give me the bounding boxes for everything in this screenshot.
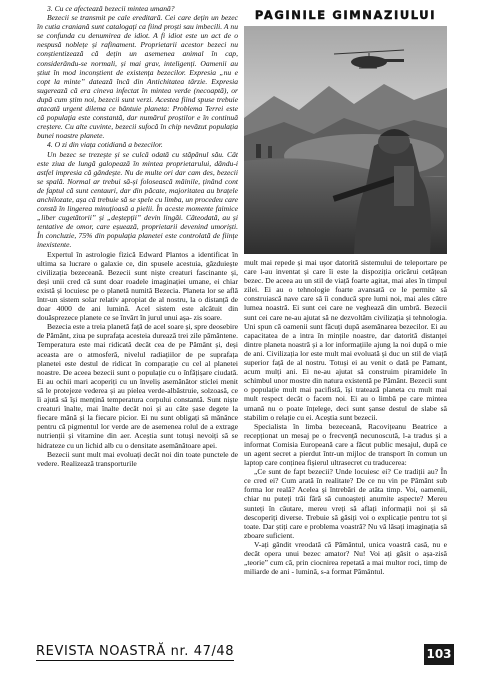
right-text-column — [244, 258, 447, 638]
paragraph: „Ce sunt de fapt bezecii? Unde locuiesc ei? Ce tradiții au? În ce cred ei? Cum arată în realitate? De ce nu vin pe Pământ sub forma lor reală? Acelea și întrebări de atâta timp. Voi, oamenii, chiar nu puteți trăi fără să cunoașteți anumite aspecte? Mereu sunteți în căutare, mereu vreți să aflați informații noi și să descoperiți diverse. Trebuie să găsiți voi o explicație pentru tot și toate. Dar știți care e problema voastră? Nu vă lăsați imaginația să zboare suficient. — [244, 467, 447, 540]
paragraph: Specialista în limba bezeceană, Racovițeanu Beatrice a recepționat un mesaj pe o frecvență necunoscută, l-a tradus și a informat Comisia Europeană care a făcut public mesajul, după ce un agent secret a pierdut într-un mijloc de transport în comun un laptop care conținea fișierul ultrasecret cu traducerea: — [244, 421, 447, 468]
section-heading-3: 3. Cu ce afectează bezecii mintea umană? — [47, 4, 175, 13]
page-number: 103 — [424, 644, 454, 665]
paragraph: mult mai repede și mai ușor datorită sistemului de teleportare pe care l-au inventat și care îi este la dispoziția oricărui cetățean bezec. De aceea au un stil de viață foarte agitat, mai ales în timpul zilei. Ei au o tehnologie foarte avansată ce le permite să construiască nave care să îi conducă spre lumi noi, mai ales către lumea noastră. Ei sunt cei care ne veghează din umbră. Bezecii sunt cei care ne-au ajutat să ne dezvoltăm civilizația și tehnologia. Uni spun că oamenii sunt făcuți după asemănarea bezecilor. Ei au capacitatea de a intra în mințile noastre, dar datorită distanței dintre planeta noastră și a lor informațiile ajung la noi după o mie de ani. Civilizația lor este mult mai evoluată și duc un stil de viață superior față de al nostru. Totuși ei au venit o dată pe Pamant, acum mulți ani. Ei ne-au ajutat să construim piramidele în schimbul unor mostre din natura existentă pe Pământ. Bezecii sunt o populație mult mai pacifistă, își tratează planeta cu mult mai mult respect decât o facem noi. Ei au o limbă pe care mintea umană nu o poate înțelege, deci sunt șanse destul de slabe să stabilim o relație cu ei. Aceștia sunt bezecii. — [244, 258, 447, 422]
left-text-column — [37, 4, 238, 639]
section-heading-4: 4. O zi din viața cotidiană a bezecilor. — [47, 140, 163, 150]
soldier-helicopter-photo — [244, 26, 447, 254]
photo-illustration — [244, 26, 447, 254]
paragraph: Bezecii sunt mult mai evoluați decât noi din toate punctele de vedere. Realizează transporturile — [37, 449, 238, 468]
page-footer — [32, 644, 450, 666]
paragraph: Expertul în astrologie fizică Edward Plantos a identificat în ultima sa lucrare o galaxie ce, din spusele acestuia, găzduiește civilizația bezeceană. Bezecii sunt niște creaturi fascinante și, deși unii cred că sunt doar roadele imaginației umane, ei chiar există și locuiesc pe o planetă numită Bezecia. Planeta lor se află într-un sistem solar relativ apropiat de al nostru, la o distanță de doar 4000 de ani lumină. Acel sistem este alcătuit din douăsprezece planete ce se învârt în jurul unui așa- zis soare. — [37, 249, 238, 323]
paragraph: Bezecia este a treia planetă față de acel soare și, spre deosebire de Pământ, ziua pe suprafața acesteia durează trei zile pământene. Temperatura este mai ridicată decât cea de pe Pământ și, deși aceasta are o atmosferă, nivelul radiațiilor de pe suprafața planetei este destul de ridicat în comparație cu cel al planetei noastre. De aceea bezecii sunt o populație cu o înfățișare ciudată. Ei au ochii mari acoperiți cu un înveliș asemănător sticlei menit să le protejeze vederea și au pielea verde-albăstruie, solzoasă, ce îi ajută să își mențină temperatura corpului constantă. Sunt niște creaturi înalte, mai înalte decât noi și au câte șase degete la fiecare mână și la fiecare picior. Ei nu sunt obligați să mănânce pentru că pigmentul lor verde are de asemenea rolul de a extrage nutrienții și vitamine din aer. Aceștia sunt totuși nevoiți să se hidrateze cu un lichid alb cu o densitate asemănătoare apei. — [37, 322, 238, 450]
magazine-title: REVISTA NOASTRĂ nr. 47/48 — [36, 644, 235, 659]
paragraph: V-ați gândit vreodată că Pământul, unica voastră casă, nu e decât opera unui bezec amator? Nu! Voi ați găsit o așa-zisă „teorie” cum că, prin ciocnirea repetată a mai multor roci, timp de miliarde de ani - lumină, s-a format Pământul. — [244, 539, 447, 577]
paragraph: Bezecii se transmit pe cale ereditară. Cei care dețin un bezec în cutia craniană sunt catalogați ca fiind proști sau imbecili. A nu se confunda cu denumirea de idiot. A fi idiot este un act de o nespusă noblețe și rafinament. Proprietarii acestor bezeci nu conștientizează că dețin un asemenea animal în cap, considerându-se normali, și mai grav, inteligenți. Oamenii au știut în mod inconștient de existența bezecilor. Expresia „nu e copt la minte” datează încă din Antichitatea târzie. Expresia sugerează că era cineva infectat în mintea verde (necoaptă), or după cum știm noi, bezecii sunt verzi. Acestea fiind spuse trebuie atacată urgent dilema ce bântuie planeta: Problema Terrei este că populația este constantă, dar numărul proștilor e în continuă creștere. Cu alte cuvinte, bezecii sufocă în chip nevăzut populația bunei noastre planete. — [37, 13, 238, 141]
banner-title: PAGINILE GIMNAZIULUI — [254, 7, 437, 22]
paragraph: Un bezec se trezește și se culcă odată cu stăpânul său. Cât este ziua de lungă galopează în mintea proprietarului, dându-i astfel impresia că gândește. Nu de multe ori dar cam des, bezecii se spală. Normal ar trebui să-și folosească mâinile, ținând cont de faptul că sunt centauri, dar din păcate, majoritatea au brațele anchilozate, așa că trebuie să se spele cu limba, un procedeu care constă în lingerea minuțioasă a pielii. În aceste momente faimice „liber cugetătorii” și „deștepții” devin lingăi. Câteodată, au și tentative de omor, care eșuează, proprietarii devenind umoriști. În concluzie, 75% din populația planetei este controlată de ființe inexistente. — [37, 149, 238, 250]
section-banner — [244, 6, 447, 23]
